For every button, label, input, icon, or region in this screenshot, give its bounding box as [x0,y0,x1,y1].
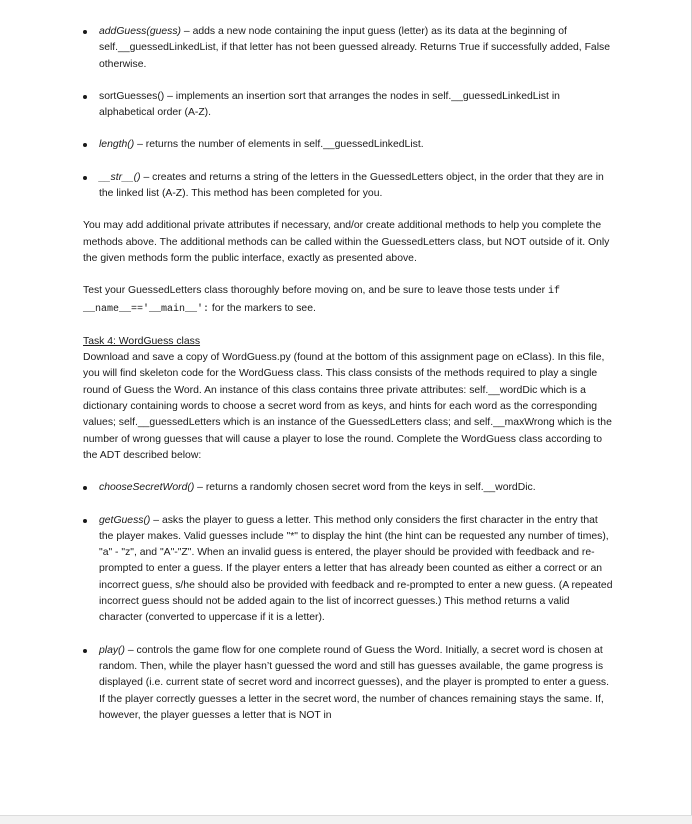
bullet-play [83,643,613,724]
testing-text-end: for the markers to see. [209,302,316,314]
code-name-main: __name__=='__main__': [83,303,210,315]
method-name: addGuess(guess) [99,26,182,37]
bullet-choosesecretword [83,480,613,496]
bullet-addguess [83,24,613,73]
bullet-length [83,137,613,153]
method-name: length() [99,139,135,151]
method-name: chooseSecretWord() [99,482,195,494]
method-description: – adds a new node containing the input guess (letter) as its data at the beginning of self.__guessedLinkedList, if that letter has not been guessed already. Returns True if successfully added, False otherwise. [99,26,610,70]
method-name: play() [99,644,125,656]
method-description: – asks the player to guess a letter. This method only considers the first character in the entry that the player makes. Valid guesses include "*" to display the hint (the hint can be requested any number of times), "a" - "z", and "A"-"Z". When an invalid guess is entered, the player should be provided with feedback and re-prompted to enter a guess. If the player enters a letter that has already been counted as either a correct or an incorrect guess, s/he should also be provided with feedback and re-prompted to enter a new guess. (A repeated incorrect guess should not be added again to the list of incorrect guesses.) This method returns a valid character (converted to uppercase if it is a letter). [99,514,613,624]
bullet-str [83,170,613,203]
code-if: if [547,286,560,298]
page-bottom-edge [0,815,692,824]
document-body [83,24,613,724]
method-description: – returns the number of elements in self.__guessedLinkedList. [134,139,424,151]
bullet-getguess [83,513,613,627]
method-name: sortGuesses() [99,90,165,102]
method-description: – controls the game flow for one complete round of Guess the Word. Initially, a secret word is chosen at random. Then, while the player hasn’t guessed the word and still has guesses available, the game progress is displayed (i.e. current state of secret word and incorrect guesses), and the player is prompted to enter a guess. If the player correctly guesses a letter in the secret word, the number of chances remaining stays the same. If, however, the player guesses a letter that is NOT in [99,644,609,721]
task4-heading: Task 4: WordGuess class [83,335,201,347]
method-description: – creates and returns a string of the letters in the GuessedLetters object, in the order that they are in the linked list (A-Z). This method has been completed for you. [99,171,604,200]
method-description: – returns a randomly chosen secret word from the keys in self.__wordDic. [194,482,536,494]
paragraph-testing [83,283,613,318]
bullet-sortguesses [83,89,613,122]
method-name: getGuess() [99,514,151,526]
method-description: – implements an insertion sort that arranges the nodes in self.__guessedLinkedList in alphabetical order (A-Z). [99,90,560,119]
paragraph-additional-methods: You may add additional private attributes if necessary, and/or create additional methods to help you complete the methods above. The additional methods can be called within the GuessedLetters class, but NOT outside of it. Only the given methods form the public interface, exactly as presented above. [83,220,610,264]
testing-text: Test your GuessedLetters class thoroughly before moving on, and be sure to leave those tests under [83,285,548,297]
task4-description: Download and save a copy of WordGuess.py (found at the bottom of this assignment page on eClass). In this file, you will find skeleton code for the WordGuess class. This class consists of the methods required to play a single round of Guess the Word. An instance of this class contains three private attributes: self.__wordDic which is a dictionary containing words to choose a secret word from as keys, and hints for each word as the corresponding values; self.__guessedLetters which is an instance of the GuessedLetters class; and self.__maxWrong which is the number of wrong guesses that will cause a player to lose the round. Complete the WordGuess class according to the ADT described below: [83,352,612,461]
method-name: __str__() [99,171,141,183]
